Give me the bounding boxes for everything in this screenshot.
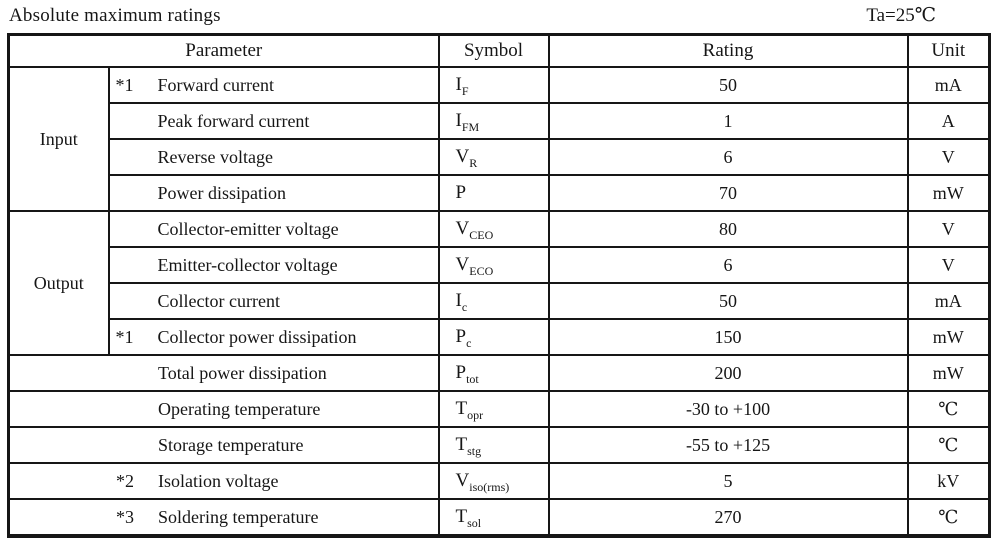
parameter-cell (109, 283, 439, 319)
parameter-label: Isolation voltage (158, 470, 279, 491)
symbol-subscript: sol (467, 515, 482, 530)
symbol-base: P (455, 362, 467, 383)
symbol-cell (439, 247, 549, 283)
symbol-cell (439, 391, 549, 427)
parameter-cell (109, 211, 439, 247)
parameter-inner (110, 435, 438, 456)
note-marker: *1 (115, 74, 134, 95)
parameter-label: Total power dissipation (158, 362, 327, 383)
symbol-cell (439, 175, 549, 211)
parameter-label: Forward current (157, 74, 274, 95)
symbol-base: V (455, 146, 470, 167)
rating-value: 70 (549, 175, 908, 211)
parameter-inner (110, 507, 438, 528)
symbol-subscript: FM (461, 119, 480, 134)
symbol-base: P (455, 182, 467, 203)
symbol-cell (439, 211, 549, 247)
table-row (9, 67, 990, 103)
unit-label: V (908, 139, 990, 175)
col-header-rating: Rating (549, 35, 908, 68)
parameter-cell (109, 319, 439, 355)
parameter-inner (110, 471, 438, 492)
symbol-subscript: F (461, 83, 469, 98)
symbol-base: I (455, 290, 462, 311)
unit-label: mA (908, 283, 990, 319)
rating-value: 80 (549, 211, 908, 247)
table-row (9, 247, 990, 283)
parameter-cell (9, 499, 439, 536)
unit-label: mW (908, 319, 990, 355)
col-header-symbol: Symbol (439, 35, 549, 68)
note-marker: *1 (115, 326, 134, 347)
symbol-subscript: R (469, 155, 478, 170)
parameter-inner (110, 147, 438, 168)
parameter-inner (110, 363, 438, 384)
parameter-inner (110, 399, 438, 420)
symbol-base: T (455, 506, 468, 527)
parameter-label: Collector current (157, 290, 280, 311)
parameter-label: Reverse voltage (157, 146, 273, 167)
symbol-subscript: c (466, 335, 472, 350)
note-marker: *3 (116, 506, 134, 527)
col-header-unit: Unit (908, 35, 990, 68)
unit-label: V (908, 247, 990, 283)
table-row (9, 103, 990, 139)
symbol-cell (439, 355, 549, 391)
table-row (9, 463, 990, 499)
section-title: Absolute maximum ratings (9, 5, 221, 26)
rating-value: 6 (549, 247, 908, 283)
parameter-inner (110, 291, 438, 312)
parameter-cell (9, 355, 439, 391)
rating-value: -30 to +100 (549, 391, 908, 427)
symbol-base: V (455, 218, 470, 239)
parameter-label: Power dissipation (157, 182, 286, 203)
symbol-base: V (455, 254, 470, 275)
table-row (9, 499, 990, 536)
table-row (9, 355, 990, 391)
unit-label: mA (908, 67, 990, 103)
parameter-cell (109, 139, 439, 175)
rating-value: 270 (549, 499, 908, 536)
parameter-cell (109, 103, 439, 139)
rating-value: 50 (549, 67, 908, 103)
parameter-inner (110, 75, 438, 96)
unit-label: V (908, 211, 990, 247)
symbol-cell (439, 319, 549, 355)
rating-value: 1 (549, 103, 908, 139)
symbol-base: T (455, 398, 468, 419)
parameter-cell (109, 67, 439, 103)
symbol-subscript: tot (466, 371, 479, 386)
symbol-subscript: opr (467, 407, 484, 422)
absolute-maximum-ratings-table (7, 33, 991, 538)
parameter-inner (110, 183, 438, 204)
unit-label: ℃ (908, 499, 990, 536)
parameter-label: Emitter-collector voltage (157, 254, 338, 275)
parameter-cell (9, 427, 439, 463)
parameter-inner (110, 327, 438, 348)
col-header-parameter: Parameter (9, 35, 439, 68)
rating-value: 50 (549, 283, 908, 319)
group-cell-output: Output (9, 211, 109, 355)
table-row (9, 211, 990, 247)
table-row (9, 427, 990, 463)
symbol-cell (439, 499, 549, 536)
parameter-label: Collector-emitter voltage (157, 218, 339, 239)
symbol-subscript: ECO (469, 263, 494, 278)
parameter-label: Storage temperature (158, 434, 304, 455)
symbol-cell (439, 67, 549, 103)
header-row (9, 35, 990, 68)
table-row (9, 391, 990, 427)
table-row (9, 175, 990, 211)
parameter-cell (9, 391, 439, 427)
unit-label: ℃ (908, 391, 990, 427)
unit-label: ℃ (908, 427, 990, 463)
symbol-subscript: CEO (469, 227, 494, 242)
table-row (9, 139, 990, 175)
symbol-base: I (455, 110, 462, 131)
note-marker: *2 (116, 470, 134, 491)
table-row (9, 283, 990, 319)
symbol-subscript: iso(rms) (469, 479, 510, 494)
rating-value: 5 (549, 463, 908, 499)
symbol-cell (439, 427, 549, 463)
symbol-subscript: c (461, 299, 468, 314)
symbol-cell (439, 103, 549, 139)
symbol-base: I (455, 74, 462, 95)
symbol-cell (439, 139, 549, 175)
parameter-cell (9, 463, 439, 499)
parameter-label: Peak forward current (157, 110, 310, 131)
rating-value: 150 (549, 319, 908, 355)
symbol-base: P (455, 326, 467, 347)
unit-label: kV (908, 463, 990, 499)
unit-label: A (908, 103, 990, 139)
rating-value: 200 (549, 355, 908, 391)
rating-value: 6 (549, 139, 908, 175)
condition-label: Ta=25℃ (866, 5, 936, 26)
unit-label: mW (908, 175, 990, 211)
parameter-inner (110, 219, 438, 240)
parameter-cell (109, 247, 439, 283)
parameter-label: Collector power dissipation (157, 326, 357, 347)
unit-label: mW (908, 355, 990, 391)
symbol-subscript: stg (467, 443, 482, 458)
parameter-inner (110, 111, 438, 132)
parameter-label: Soldering temperature (158, 506, 319, 527)
rating-value: -55 to +125 (549, 427, 908, 463)
table-row (9, 319, 990, 355)
parameter-cell (109, 175, 439, 211)
symbol-cell (439, 283, 549, 319)
symbol-base: T (455, 434, 468, 455)
symbol-cell (439, 463, 549, 499)
group-cell-input: Input (9, 67, 109, 211)
symbol-base: V (455, 470, 470, 491)
table-caption-bar (7, 3, 988, 33)
parameter-inner (110, 255, 438, 276)
parameter-label: Operating temperature (158, 398, 321, 419)
